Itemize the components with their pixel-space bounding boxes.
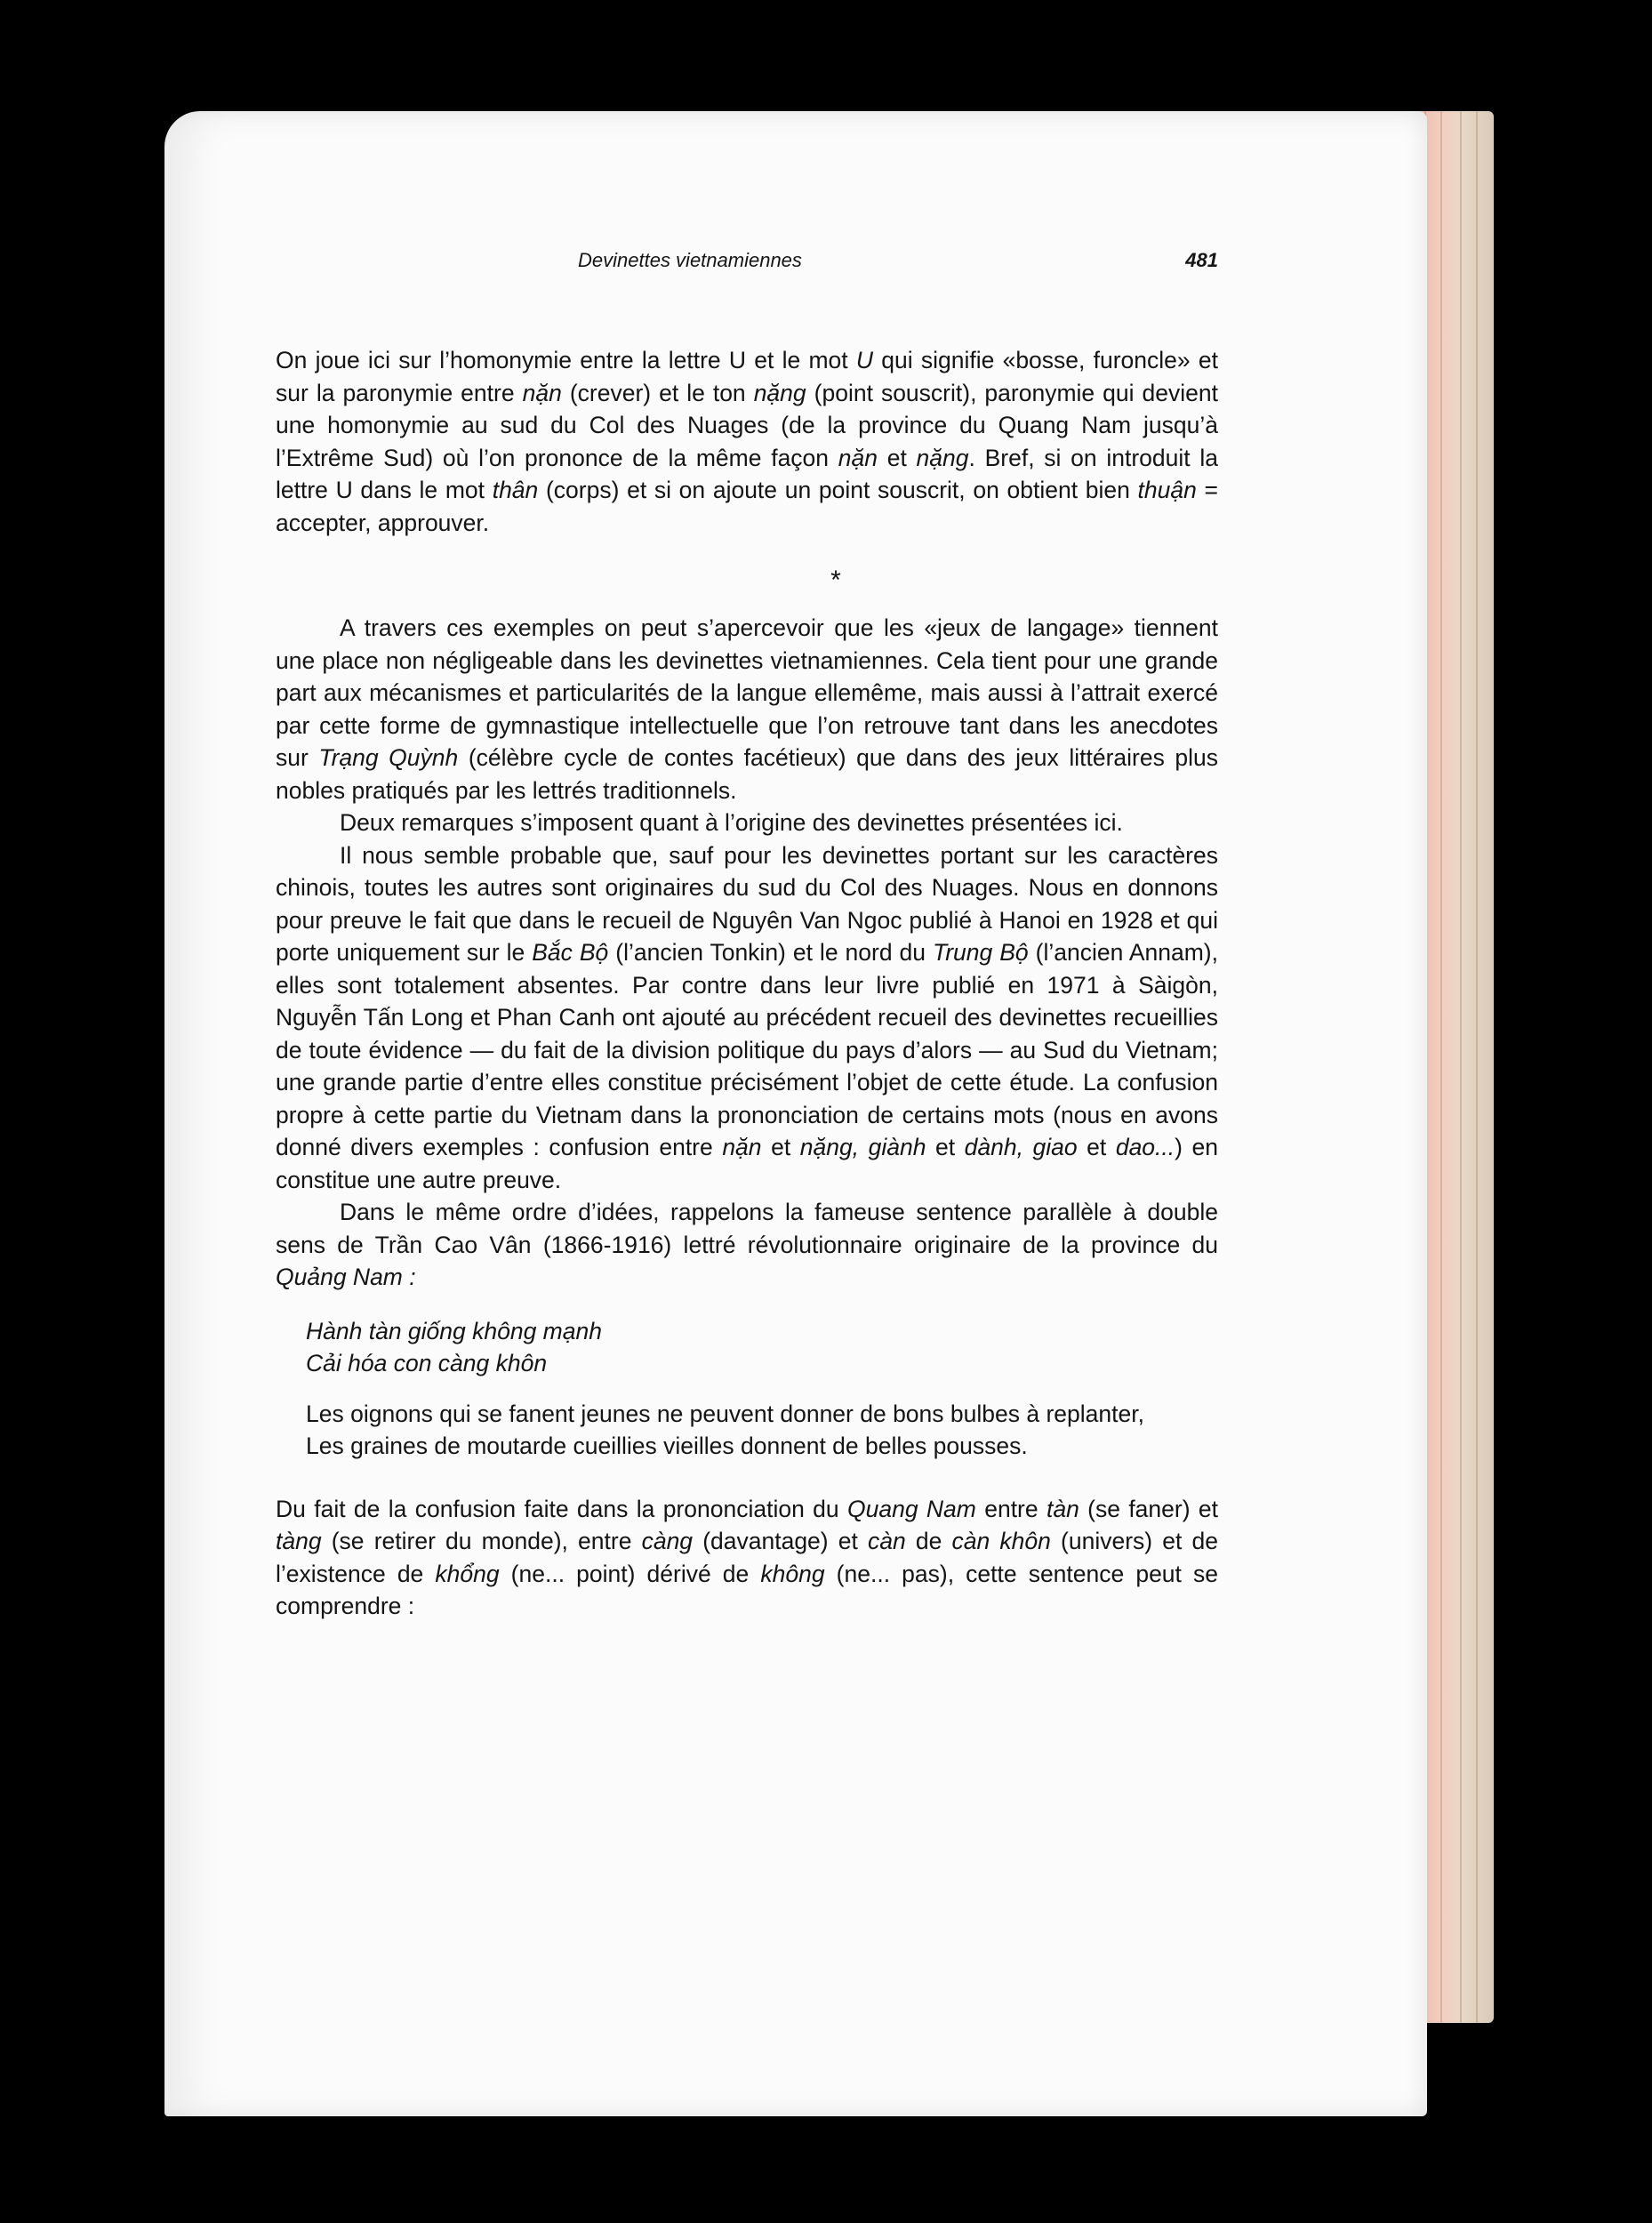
text-run: (univers) et de l’existence de: [276, 1528, 1218, 1587]
italic-term: Trạng Quỳnh: [318, 744, 459, 771]
text-run: Du fait de la confusion faite dans la prononciation du: [276, 1495, 847, 1522]
text-run: entre: [975, 1495, 1047, 1522]
text-run: (ne... pas), cette sentence peut se comprendre :: [276, 1560, 1218, 1619]
text-run: (l’ancien Tonkin) et le nord du: [608, 939, 933, 966]
text-run: On joue ici sur l’homonymie entre la lettre U et le mot: [276, 347, 856, 373]
italic-term: nặn: [522, 379, 562, 406]
italic-term: Trung Bộ: [933, 939, 1029, 966]
italic-term: thân: [492, 477, 539, 503]
book-page: [164, 111, 1427, 2116]
vietnamese-verse: [276, 1315, 1218, 1380]
italic-term: U: [855, 347, 874, 373]
verse-line: Hành tàn giống không mạnh: [306, 1317, 602, 1344]
verse-line: Cải hóa con càng khôn: [306, 1350, 548, 1376]
text-run: (corps) et si on ajoute un point souscrit, on obtient bien: [538, 477, 1138, 503]
italic-term: càn: [868, 1528, 906, 1554]
italic-term: Quảng Nam :: [276, 1264, 416, 1290]
text-run: Il nous semble probable que, sauf pour les devinettes portant sur les caractères chinois, toutes les autres sont originaires du sud du Col des Nuages. Nous en donnons pour preuve le fait que dans le recueil de Nguyên Van Ngoc publié à Hanoi en 1928 et qui porte uniquement sur le: [276, 841, 1218, 966]
italic-term: dao...: [1115, 1134, 1175, 1160]
page-number: 481: [1185, 249, 1218, 271]
italic-term: Quang Nam: [847, 1495, 976, 1522]
text-run: (célèbre cycle de contes facétieux) que dans des jeux littéraires plus nobles pratiqués par les lettrés traditionnels.: [276, 744, 1218, 804]
italic-term: khổng: [435, 1560, 500, 1587]
italic-term: Bắc Bộ: [532, 939, 609, 966]
page-content: [276, 245, 1218, 1623]
text-run: et: [761, 1134, 800, 1160]
italic-term: nặn: [722, 1134, 762, 1160]
italic-term: nặng: [753, 379, 806, 406]
italic-term: càng: [641, 1528, 694, 1554]
italic-term: nặng: [916, 444, 969, 471]
text-run: Dans le même ordre d’idées, rappelons la fameuse sentence parallèle à double sens de Trần Cao Vân (1866-1916) lettré révolutionnaire originaire de la province du: [276, 1199, 1218, 1258]
text-run: (se retirer du monde), entre: [321, 1528, 642, 1554]
paragraph-two-remarks: Deux remarques s’imposent quant à l’origine des devinettes présentées ici.: [340, 809, 1123, 836]
translation-line: Les graines de moutarde cueillies vieilles donnent de belles pousses.: [306, 1433, 1028, 1459]
italic-term: không: [760, 1560, 825, 1587]
italic-term: nặng, giành: [799, 1134, 926, 1160]
section-separator: *: [830, 566, 841, 595]
italic-term: càn khôn: [951, 1528, 1051, 1554]
text-run: (ne... point) dérivé de: [499, 1560, 761, 1587]
text-run: . Bref, si on introduit la lettre U dans le mot: [276, 444, 1218, 503]
paragraph-homonymy: [276, 344, 1218, 539]
text-run: (davantage) et: [693, 1528, 869, 1554]
translation-line: Les oignons qui se fanent jeunes ne peuvent donner de bons bulbes à replanter,: [306, 1400, 1144, 1427]
text-run: = accepter, approuver.: [276, 477, 1218, 536]
text-run: et: [1077, 1134, 1116, 1160]
text-run: de: [905, 1528, 952, 1554]
italic-term: dành, giao: [964, 1134, 1078, 1160]
text-run: (point souscrit), paronymie qui devient une homonymie au sud du Col des Nuages (de la province du Quang Nam jusqu’à l’Extrême Sud) où l’on prononce de la même façon: [276, 379, 1218, 471]
italic-term: nặn: [838, 444, 878, 471]
text-run: A travers ces exemples on peut s’apercevoir que les «jeux de langage» tiennent une place non négligeable dans les devinettes vietnamiennes. Cela tient pour une grande part aux mécanismes et particularités de la langue ellemême, mais aussi à l’attrait exercé par cette forme de gymnastique intellectuelle que l’on retrouve tant dans les anecdotes sur: [276, 614, 1218, 771]
italic-term: tàn: [1046, 1495, 1079, 1522]
text-run: et: [877, 444, 917, 471]
italic-term: thuận: [1137, 477, 1197, 503]
text-run: (se faner) et: [1079, 1495, 1218, 1522]
paragraph-language-games: [276, 612, 1218, 807]
text-run: (l’ancien Annam), elles sont totalement absentes. Par contre dans leur livre publié en 1971 à Sàigòn, Nguyễn Tấn Long et Phan Canh ont ajouté au précédent recueil des devinettes recueillies de toute évidence — du fait de la division politique du pays d’alors — au Sud du Vietnam; une grande partie d’entre elles constitue précisément l’objet de cette étude. La confusion propre à cette partie du Vietnam dans la prononciation de certains mots (nous en avons donné divers exemples : confusion entre: [276, 939, 1218, 1160]
text-run: et: [926, 1134, 965, 1160]
text-run: ) en constitue une autre preuve.: [276, 1134, 1218, 1193]
running-title: Devinettes vietnamiennes: [578, 249, 802, 271]
text-run: (crever) et le ton: [561, 379, 754, 406]
text-run: qui signifie «bosse, furoncle» et sur la paronymie entre: [276, 347, 1218, 406]
italic-term: tàng: [276, 1528, 322, 1554]
running-head: [276, 245, 1218, 280]
paragraph-origin: [276, 839, 1218, 1197]
paragraph-sentence-intro: [276, 1196, 1218, 1294]
paragraph-confusion: [276, 1493, 1218, 1623]
verse-translation: [276, 1398, 1218, 1463]
